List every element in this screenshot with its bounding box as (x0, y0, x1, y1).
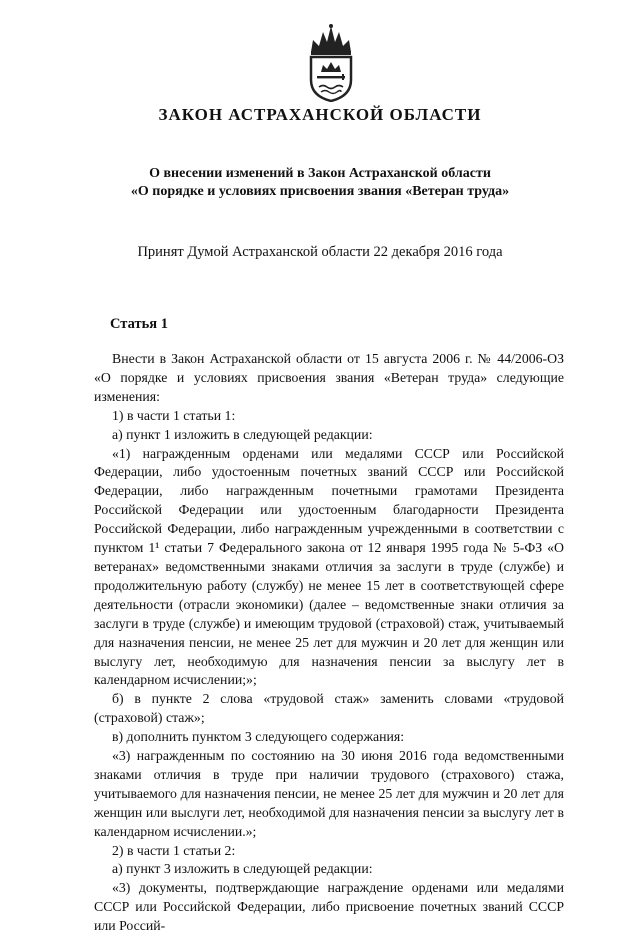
paragraph: Внести в Закон Астраханской области от 15 августа 2006 г. № 44/2006-ОЗ «О порядке и условиях присвоения звания «Ветеран труда» следующие изменения: (94, 351, 564, 404)
paragraph: б) в пункте 2 слова «трудовой стаж» заменить словами «трудовой (страховой) стаж»; (94, 691, 564, 726)
paragraph: 2) в части 1 статьи 2: (112, 842, 236, 858)
subtitle-line-2: «О порядке и условиях присвоения звания «Ветеран труда» (130, 184, 510, 199)
paragraph: а) пункт 1 изложить в следующей редакции: (112, 426, 373, 442)
paragraph: а) пункт 3 изложить в следующей редакции: (112, 861, 373, 877)
subtitle-line-1: О внесении изменений в Закон Астраханской области (149, 166, 491, 181)
adoption-date: Принят Думой Астраханской области 22 декабря 2016 года (137, 244, 503, 260)
article-body (94, 350, 564, 936)
coat-of-arms-icon (303, 22, 359, 102)
paragraph: 1) в части 1 статьи 1: (112, 407, 236, 423)
paragraph: «3) награжденным по состоянию на 30 июня 2016 года ведомственными знаками отличия в труде при наличии трудового (страхового) стажа, учитываемого для назначения пенсии, не менее 25 лет для мужчин и 20 лет для женщин или выслуги лет, необходимой для назначения пенсии за выслугу лет в календарном исчислении.»; (94, 748, 564, 839)
paragraph: в) дополнить пунктом 3 следующего содержания: (112, 729, 405, 745)
article-heading: Статья 1 (110, 316, 168, 332)
law-title: ЗАКОН АСТРАХАНСКОЙ ОБЛАСТИ (158, 105, 482, 124)
paragraph: «1) награжденным орденами или медалями СССР или Российской Федерации, либо удостоенным почетных званий СССР или Российской Федерации, либо награжденным почетными грамотами Президента Российской Федерации или удостоенным благодарности Президента Российской Федерации, либо награжденным учрежденными в соответствии с пунктом 1¹ статьи 7 Федерального закона от 12 января 1995 года № 5-ФЗ «О ветеранах» ведомственными знаками отличия за заслуги в труде (службе) и продолжительную работу (службу) не менее 15 лет в соответствующей сфере деятельности (отрасли экономики) (далее – ведомственные знаки отличия за заслуги в труде (службе) и имеющим трудовой (страховой) стаж, учитываемый для назначения пенсии, не менее 25 лет для мужчин и 20 лет для женщин или выслугу лет, необходимую для назначения пенсии за выслугу лет в календарном исчислении;»; (94, 445, 564, 688)
paragraph: «3) документы, подтверждающие награждение орденами или медалями СССР или Российской Федерации, либо присвоение почетных званий СССР или Россий- (94, 880, 564, 934)
